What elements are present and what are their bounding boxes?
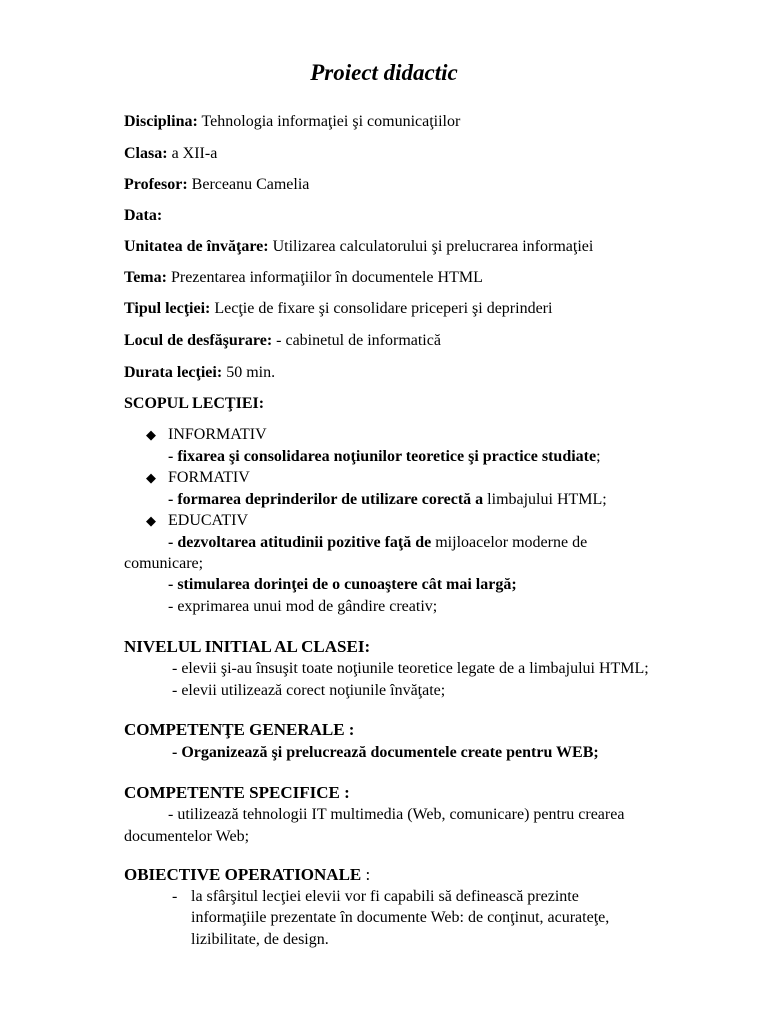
nivel-line-1: - elevii şi-au însuşit toate noţiunile teoretice legate de a limbajului HTML; [172,660,649,677]
field-durata [124,363,275,383]
field-data [124,206,162,226]
comp-gen-heading: COMPETENŢE GENERALE : [124,720,355,739]
formativ-line: - formarea deprinderilor de utilizare corectă a limbajului HTML; [168,491,607,508]
obiective-line-2: informaţiile prezentate în documente Web: de conţinut, acurateţe, [191,909,610,926]
field-tipul-lectiei [124,299,552,319]
obiective-line-3: lizibilitate, de design. [191,931,329,948]
comp-spec-line-1: - utilizează tehnologii IT multimedia (Web, comunicare) pentru crearea [168,806,625,823]
list-item-informativ [146,425,267,445]
informativ-line: - fixarea şi consolidarea noţiunilor teoretice şi practice studiate; [168,448,601,465]
field-label: Durata lecţiei: [124,364,223,381]
field-value: Lecţie de fixare şi consolidare priceperi şi deprinderi [214,300,553,317]
field-value: Berceanu Camelia [191,176,310,193]
stimulare-line: - stimularea dorinţei de o cunoaştere cât mai largă; [168,576,517,593]
comp-spec-heading: COMPETENTE SPECIFICE : [124,783,350,802]
field-label: Clasa: [124,145,168,162]
field-value: Utilizarea calculatorului şi prelucrarea informaţiei [272,238,594,255]
scop-heading: SCOPUL LECŢIEI: [124,395,265,412]
field-disciplina [124,112,460,132]
field-label: Unitatea de învăţare: [124,238,269,255]
list-item-educativ [146,511,248,531]
field-unitatea [124,237,593,257]
educativ-label: EDUCATIV [168,512,248,529]
nivel-line-2: - elevii utilizează corect noţiunile învăţate; [172,682,446,699]
field-locul [124,331,441,351]
exprimare-line: - exprimarea unui mod de gândire creativ; [168,598,438,615]
field-value: Tehnologia informaţiei şi comunicaţiilor [201,113,461,130]
list-item-formativ [146,468,250,488]
field-clasa [124,144,217,164]
field-label: Disciplina: [124,113,198,130]
educativ-line: - dezvoltarea atitudinii pozitive faţă de mijloacelor moderne de [168,534,588,551]
field-value: - cabinetul de informatică [276,332,441,349]
obiective-line-1: la sfârşitul lecţiei elevii vor fi capabili să definească prezinte [191,888,579,905]
field-value: a XII-a [171,145,218,162]
comp-gen-line-1: - Organizează şi prelucrează documentele create pentru WEB; [172,744,599,761]
obiective-dash: - [172,888,178,905]
diamond-bullet-icon: ◆ [146,470,156,485]
informativ-label: INFORMATIV [168,426,267,443]
field-label: Profesor: [124,176,188,193]
comp-spec-line-2: documentelor Web; [124,828,250,845]
field-label: Tipul lecţiei: [124,300,211,317]
educativ-wrap: comunicare; [124,555,204,572]
field-value: Prezentarea informaţiilor în documentele HTML [170,269,483,286]
diamond-bullet-icon: ◆ [146,513,156,528]
formativ-label: FORMATIV [168,469,250,486]
nivel-heading: NIVELUL INITIAL AL CLASEI: [124,637,371,656]
field-value: 50 min. [226,364,276,381]
field-label: Locul de desfăşurare: [124,332,273,349]
obiective-heading: OBIECTIVE OPERATIONALE : [124,865,371,884]
field-label: Data: [124,207,163,224]
field-label: Tema: [124,269,167,286]
diamond-bullet-icon: ◆ [146,427,156,442]
field-tema [124,268,483,288]
field-profesor [124,175,309,195]
page-title: Proiect didactic [310,60,458,85]
